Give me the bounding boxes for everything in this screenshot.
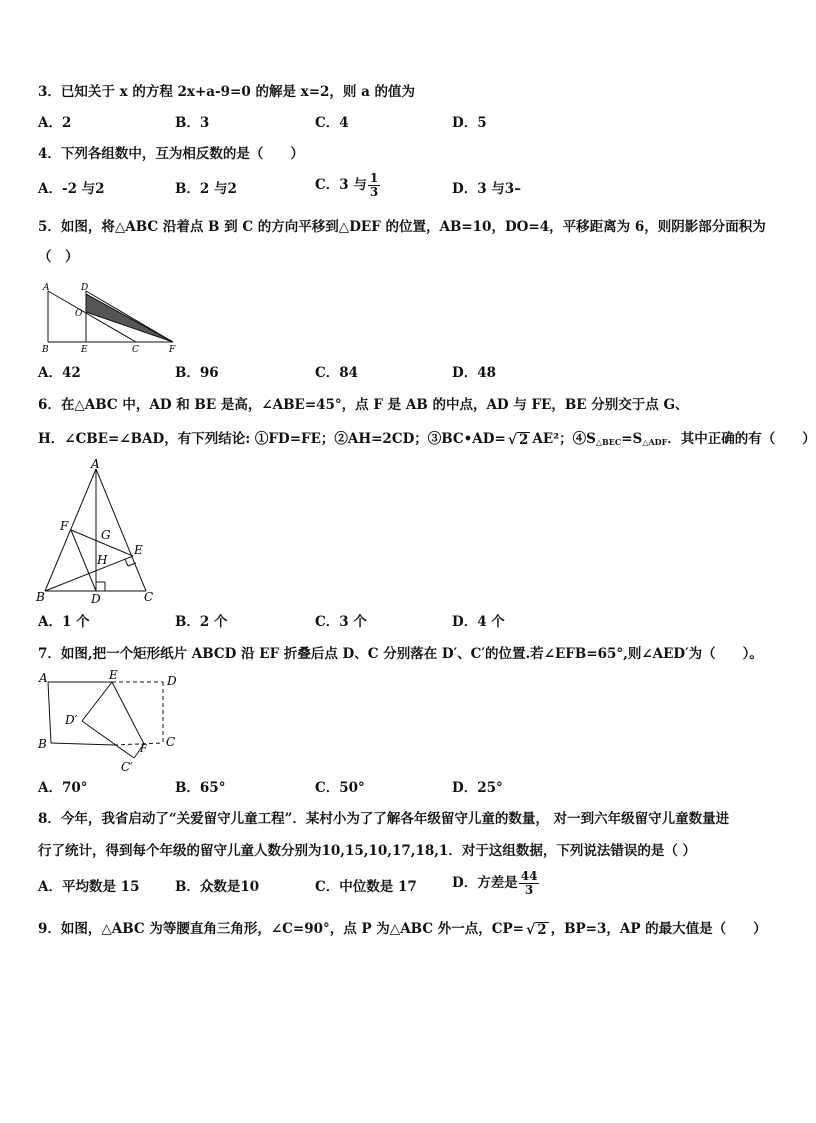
q8-stem-continued: 行了统计，得到每个年级的留守儿童人数分别为10,15,10,17,18,1．对于这组数据，下列说法错误的是（ ） (38, 843, 697, 859)
q5-label-f: F (169, 345, 176, 355)
q7-option-b: B．65° (175, 780, 226, 796)
q7-label-b: B (38, 737, 47, 751)
q7-option-a: A．70° (38, 780, 88, 796)
q3-option-b: B．3 (175, 115, 210, 131)
q6-figure (34, 458, 164, 604)
q6-stem-part-c: =S (621, 431, 643, 447)
q9-stem-part-a: 9．如图，△ABC 为等腰直角三角形，∠C=90°，点 P 为△ABC 外一点，CP= (38, 921, 524, 937)
q5-stem-continued: （ ） (38, 249, 79, 265)
q4-option-c-text: C．3 与 (315, 177, 367, 193)
q3-option-c: C．4 (315, 115, 349, 131)
q8-option-b: B．众数是10 (175, 879, 260, 895)
q7-label-d-prime: D′ (65, 713, 78, 727)
q6-label-d: D (91, 592, 101, 606)
q4-option-c-fraction (368, 172, 380, 199)
q6-stem-part-b: AE²；④S (532, 431, 596, 447)
q6-option-d: D．4 个 (452, 614, 505, 630)
q7-label-a: A (39, 671, 48, 685)
q5-label-d: D (81, 283, 89, 293)
q5-option-c: C．84 (315, 365, 359, 381)
q4-option-a: A．-2 与2 (38, 181, 105, 197)
q6-stem-part-a: H．∠CBE=∠BAD，有下列结论: ①FD=FE；②AH=2CD；③BC•AD= (38, 431, 506, 447)
q6-option-c: C．3 个 (315, 614, 367, 630)
q6-stem: 6．在△ABC 中，AD 和 BE 是高，∠ABE=45°，点 F 是 AB 的中点，AD 与 FE，BE 分别交于点 G、 (38, 397, 689, 413)
q5-option-d: D．48 (452, 365, 496, 381)
q5-option-b: B．96 (175, 365, 219, 381)
q5-label-a: A (43, 283, 50, 293)
q6-label-a: A (91, 457, 100, 471)
q9-sqrt-2 (526, 922, 549, 938)
fraction-denominator: 3 (369, 185, 379, 199)
q6-subscript-bec: △BEC (595, 437, 622, 447)
q6-label-c: C (144, 590, 154, 604)
q7-stem: 7．如图,把一个矩形纸片 ABCD 沿 EF 折叠后点 D、C 分别落在 D′、C′的位置.若∠EFB=65°,则∠AED′为（ ）。 (38, 646, 763, 662)
q7-figure (34, 666, 184, 776)
q4-option-c (315, 172, 381, 199)
fraction-numerator: 1 (369, 171, 379, 185)
q5-stem: 5．如图，将△ABC 沿着点 B 到 C 的方向平移到△DEF 的位置，AB=10，DO=4，平移距离为 6，则阴影部分面积为 (38, 219, 766, 235)
q4-option-d: D．3 与3– (452, 181, 521, 197)
q7-label-c-prime: C′ (121, 760, 133, 774)
q6-stem-continued (38, 430, 816, 451)
q5-option-a: A．42 (38, 365, 81, 381)
q3-stem: 3．已知关于 x 的方程 2x+a-9=0 的解是 x=2，则 a 的值为 (38, 84, 416, 100)
q6-label-g: G (101, 528, 111, 542)
q6-subscript-adf: △ADF (642, 437, 668, 447)
q8-option-a: A．平均数是 15 (38, 879, 140, 895)
q6-option-b: B．2 个 (175, 614, 228, 630)
q3-option-a: A．2 (38, 115, 72, 131)
q7-option-c: C．50° (315, 780, 365, 796)
q5-label-o: O (75, 309, 83, 319)
q3-option-d: D．5 (452, 115, 487, 131)
q6-label-e: E (134, 543, 143, 557)
q4-stem: 4．下列各组数中，互为相反数的是（ ） (38, 146, 304, 162)
q8-option-c: C．中位数是 17 (315, 879, 417, 895)
q6-label-f: F (60, 519, 69, 533)
radical-sign: √ (507, 431, 518, 448)
q6-option-a: A．1 个 (38, 614, 90, 630)
q8-option-d-text: D．方差是 (452, 875, 518, 891)
q5-label-b: B (42, 345, 49, 355)
q9-stem (38, 920, 767, 938)
q6-stem-part-d: ．其中正确的有（ ） (667, 431, 816, 447)
q7-label-c: C (166, 735, 176, 749)
q8-option-d-fraction (519, 870, 540, 897)
q8-stem: 8．今年，我省启动了“关爱留守儿童工程”．某村小为了了解各年级留守儿童的数量， 对一到六年级留守儿童数量进 (38, 811, 730, 827)
radicand: 2 (537, 921, 547, 938)
fraction-numerator: 44 (520, 869, 538, 883)
q6-sqrt-2 (508, 432, 531, 448)
q6-label-h: H (97, 553, 108, 567)
radical-sign: √ (525, 921, 536, 938)
q4-option-b: B．2 与2 (175, 181, 237, 197)
q8-option-d (452, 870, 540, 897)
q5-label-c: C (132, 345, 139, 355)
q7-option-d: D．25° (452, 780, 503, 796)
q5-figure (36, 280, 186, 356)
fraction-denominator: 3 (524, 883, 534, 897)
q7-label-f: F (140, 744, 147, 755)
q6-label-b: B (36, 590, 45, 604)
q5-label-e: E (81, 345, 88, 355)
q9-stem-part-b: ，BP=3，AP 的最大值是（ ） (550, 921, 767, 937)
q7-label-e: E (109, 668, 118, 682)
radicand: 2 (519, 431, 529, 448)
q7-label-d: D (167, 674, 177, 688)
